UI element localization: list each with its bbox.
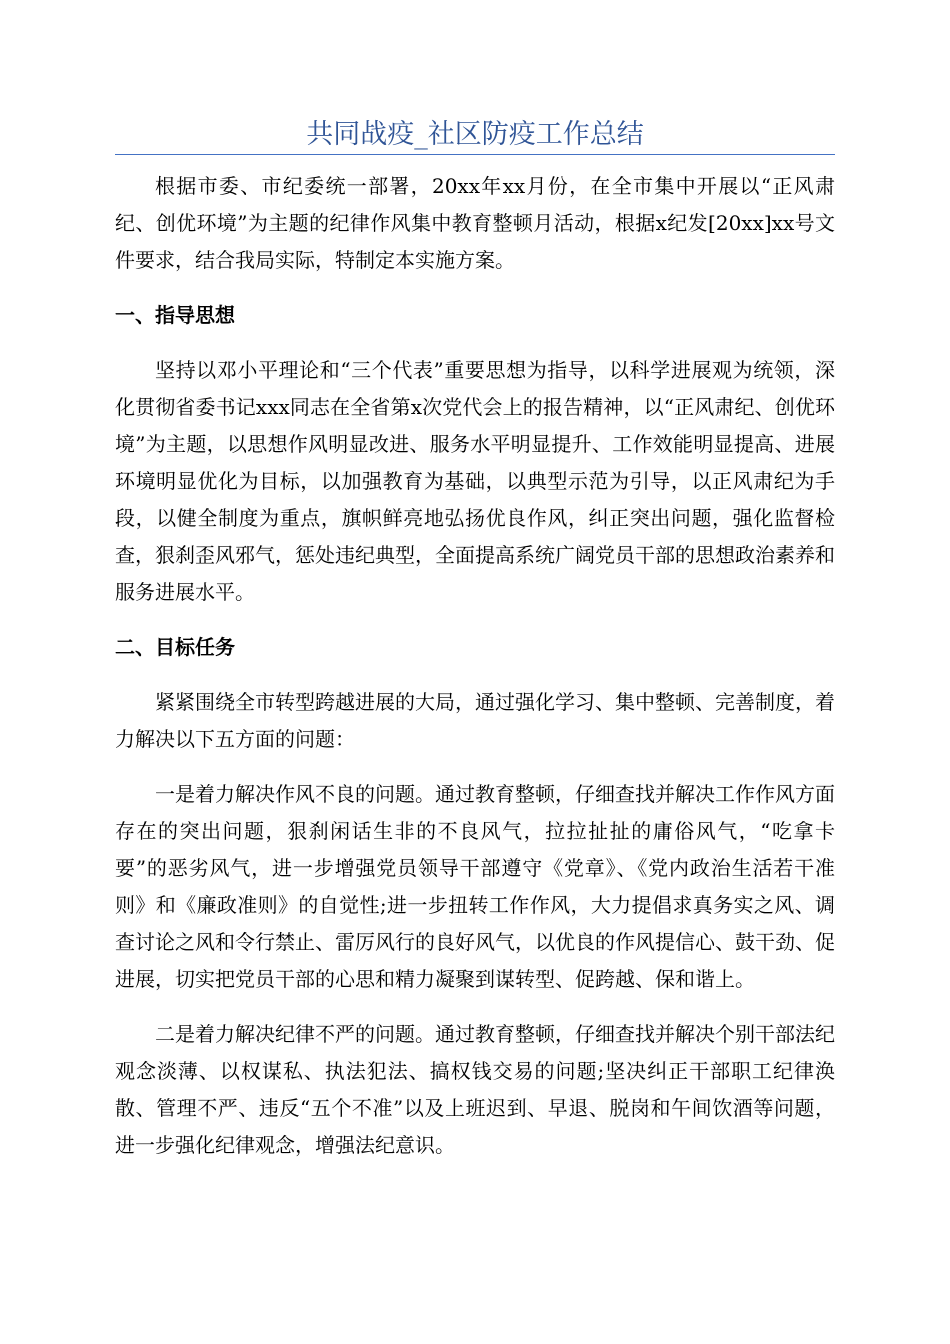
spacer [115, 666, 835, 684]
spacer [115, 334, 835, 352]
spacer [115, 758, 835, 776]
document-body [115, 168, 835, 1164]
document-title: 共同战疫_社区防疫工作总结 [306, 119, 644, 150]
guiding-ideology-paragraph: 坚持以邓小平理论和“三个代表”重要思想为指导，以科学进展观为统领，深化贯彻省委书记xxx同志在全省第x次党代会上的报告精神，以“正风肃纪、创优环境”为主题，以思想作风明显改进、服务水平明显提升、工作效能明显提高、进展环境明显优化为目标，以加强教育为基础，以典型示范为引导，以正风肃纪为手段，以健全制度为重点，旗帜鲜亮地弘扬优良作风，纠正突出问题，强化监督检查，狠刹歪风邪气，惩处违纪典型，全面提高系统广阔党员干部的思想政治素养和服务进展水平。 [115, 358, 835, 604]
section-heading-goals-tasks: 二、目标任务 [115, 635, 235, 659]
goal-item-1-paragraph: 一是着力解决作风不良的问题。通过教育整顿，仔细查找并解决工作作风方面存在的突出问题，狠刹闲话生非的不良风气，拉拉扯扯的庸俗风气，“吃拿卡要”的恶劣风气，进一步增强党员领导干部遵守《党章》、《党内政治生活若干准则》和《廉政准则》的自觉性;进一步扭转工作作风，大力提倡求真务实之风、调查讨论之风和令行禁止、雷厉风行的良好风气，以优良的作风提信心、鼓干劲、促进展，切实把党员干部的心思和精力凝聚到谋转型、促跨越、保和谐上。 [115, 782, 835, 991]
title-underline [115, 154, 835, 155]
goal-item-2-paragraph: 二是着力解决纪律不严的问题。通过教育整顿，仔细查找并解决个别干部法纪观念淡薄、以权谋私、执法犯法、搞权钱交易的问题;坚决纠正干部职工纪律涣散、管理不严、违反“五个不准”以及上班迟到、早退、脱岗和午间饮酒等问题，进一步强化纪律观念，增强法纪意识。 [115, 1022, 835, 1157]
intro-paragraph: 根据市委、市纪委统一部署，20xx年xx月份，在全市集中开展以“正风肃纪、创优环境”为主题的纪律作风集中教育整顿月活动，根据x纪发[20xx]xx号文件要求，结合我局实际，特制定本实施方案。 [115, 174, 835, 272]
section-heading-guiding-ideology: 一、指导思想 [115, 303, 235, 327]
spacer [115, 611, 835, 629]
goals-intro-paragraph: 紧紧围绕全市转型跨越进展的大局，通过强化学习、集中整顿、完善制度，着力解决以下五方面的问题： [115, 690, 835, 751]
spacer [115, 998, 835, 1016]
spacer [115, 279, 835, 297]
